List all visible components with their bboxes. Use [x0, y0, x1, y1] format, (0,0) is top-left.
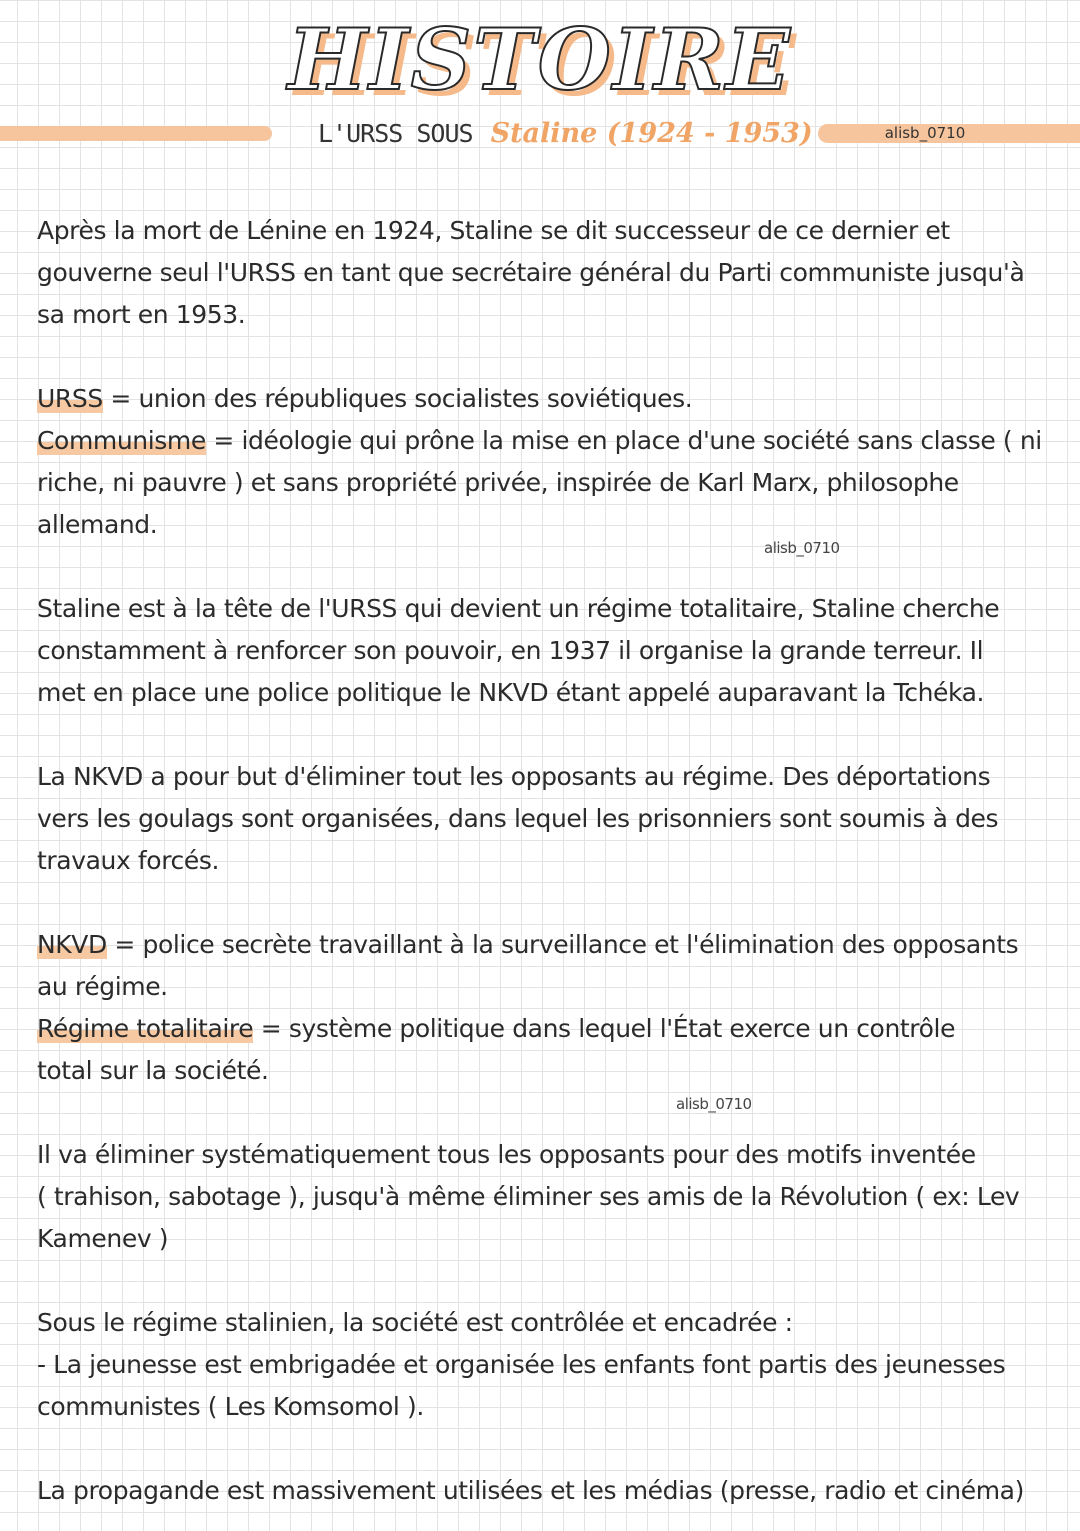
watermark: alisb_0710 [676, 1095, 752, 1113]
page-title: HISTOIRE [287, 10, 793, 109]
author-handle: alisb_0710 [884, 124, 966, 142]
subtitle [318, 114, 813, 154]
definition-regime-totalitaire [37, 1008, 1047, 1050]
elimination-paragraph [37, 1134, 1047, 1260]
definition-continuation: total sur la société. [37, 1056, 269, 1085]
term-communisme: Communisme [37, 426, 206, 455]
text-line: vers les goulags sont organisées, dans lequel les prisonniers sont soumis à des [37, 804, 999, 833]
definition-continuation: au régime. [37, 972, 168, 1001]
text-line: met en place une police politique le NKVD étant appelé auparavant la Tchéka. [37, 678, 985, 707]
definition-text: = idéologie qui prône la mise en place d'une société sans classe ( ni [205, 426, 1042, 455]
text-line: communistes ( Les Komsomol ). [37, 1392, 424, 1421]
definition-continuation: allemand. [37, 510, 158, 539]
text-line: Il va éliminer systématiquement tous les opposants pour des motifs inventée [37, 1140, 976, 1169]
definition-text: = union des républiques socialistes soviétiques. [102, 384, 693, 413]
definition-text: = police secrète travaillant à la surveillance et l'élimination des opposants [106, 930, 1019, 959]
text-line: ( trahison, sabotage ), jusqu'à même éliminer ses amis de la Révolution ( ex: Lev [37, 1182, 1020, 1211]
intro-paragraph [37, 210, 1047, 336]
text-line: travaux forcés. [37, 846, 220, 875]
nkvd-paragraph [37, 756, 1047, 882]
watermark: alisb_0710 [764, 539, 840, 557]
text-line: sa mort en 1953. [37, 300, 246, 329]
text-line: Après la mort de Lénine en 1924, Staline se dit successeur de ce dernier et [37, 216, 950, 245]
definitions-block-2 [37, 924, 1047, 1092]
definition-communisme [37, 420, 1047, 462]
subtitle-highlight: Staline (1924 - 1953) [490, 118, 813, 149]
definition-text: = système politique dans lequel l'État exerce un contrôle [253, 1014, 956, 1043]
text-line: La propagande est massivement utilisées et les médias (presse, radio et cinéma) [37, 1476, 1024, 1505]
list-item: - La jeunesse est embrigadée et organisée les enfants font partis des jeunesses [37, 1350, 1006, 1379]
definition-continuation: riche, ni pauvre ) et sans propriété privée, inspirée de Karl Marx, philosophe [37, 468, 959, 497]
definition-urss [37, 378, 1047, 420]
header-decoration-band-left [0, 126, 272, 141]
terror-paragraph [37, 588, 1047, 714]
propaganda-paragraph [37, 1470, 1047, 1512]
definitions-block-1 [37, 378, 1047, 546]
term-nkvd: NKVD [37, 930, 107, 959]
definition-nkvd [37, 924, 1047, 966]
text-line: constamment à renforcer son pouvoir, en 1937 il organise la grande terreur. Il [37, 636, 984, 665]
text-line: Sous le régime stalinien, la société est contrôlée et encadrée : [37, 1308, 793, 1337]
term-urss: URSS [37, 384, 103, 413]
text-line: La NKVD a pour but d'éliminer tout les opposants au régime. Des déportations [37, 762, 991, 791]
text-line: gouverne seul l'URSS en tant que secrétaire général du Parti communiste jusqu'à [37, 258, 1025, 287]
subtitle-prefix: L'URSS SOUS [318, 119, 473, 148]
term-regime-totalitaire: Régime totalitaire [37, 1014, 254, 1043]
text-line: Kamenev ) [37, 1224, 169, 1253]
text-line: Staline est à la tête de l'URSS qui devient un régime totalitaire, Staline cherche [37, 594, 1000, 623]
society-paragraph [37, 1302, 1047, 1428]
